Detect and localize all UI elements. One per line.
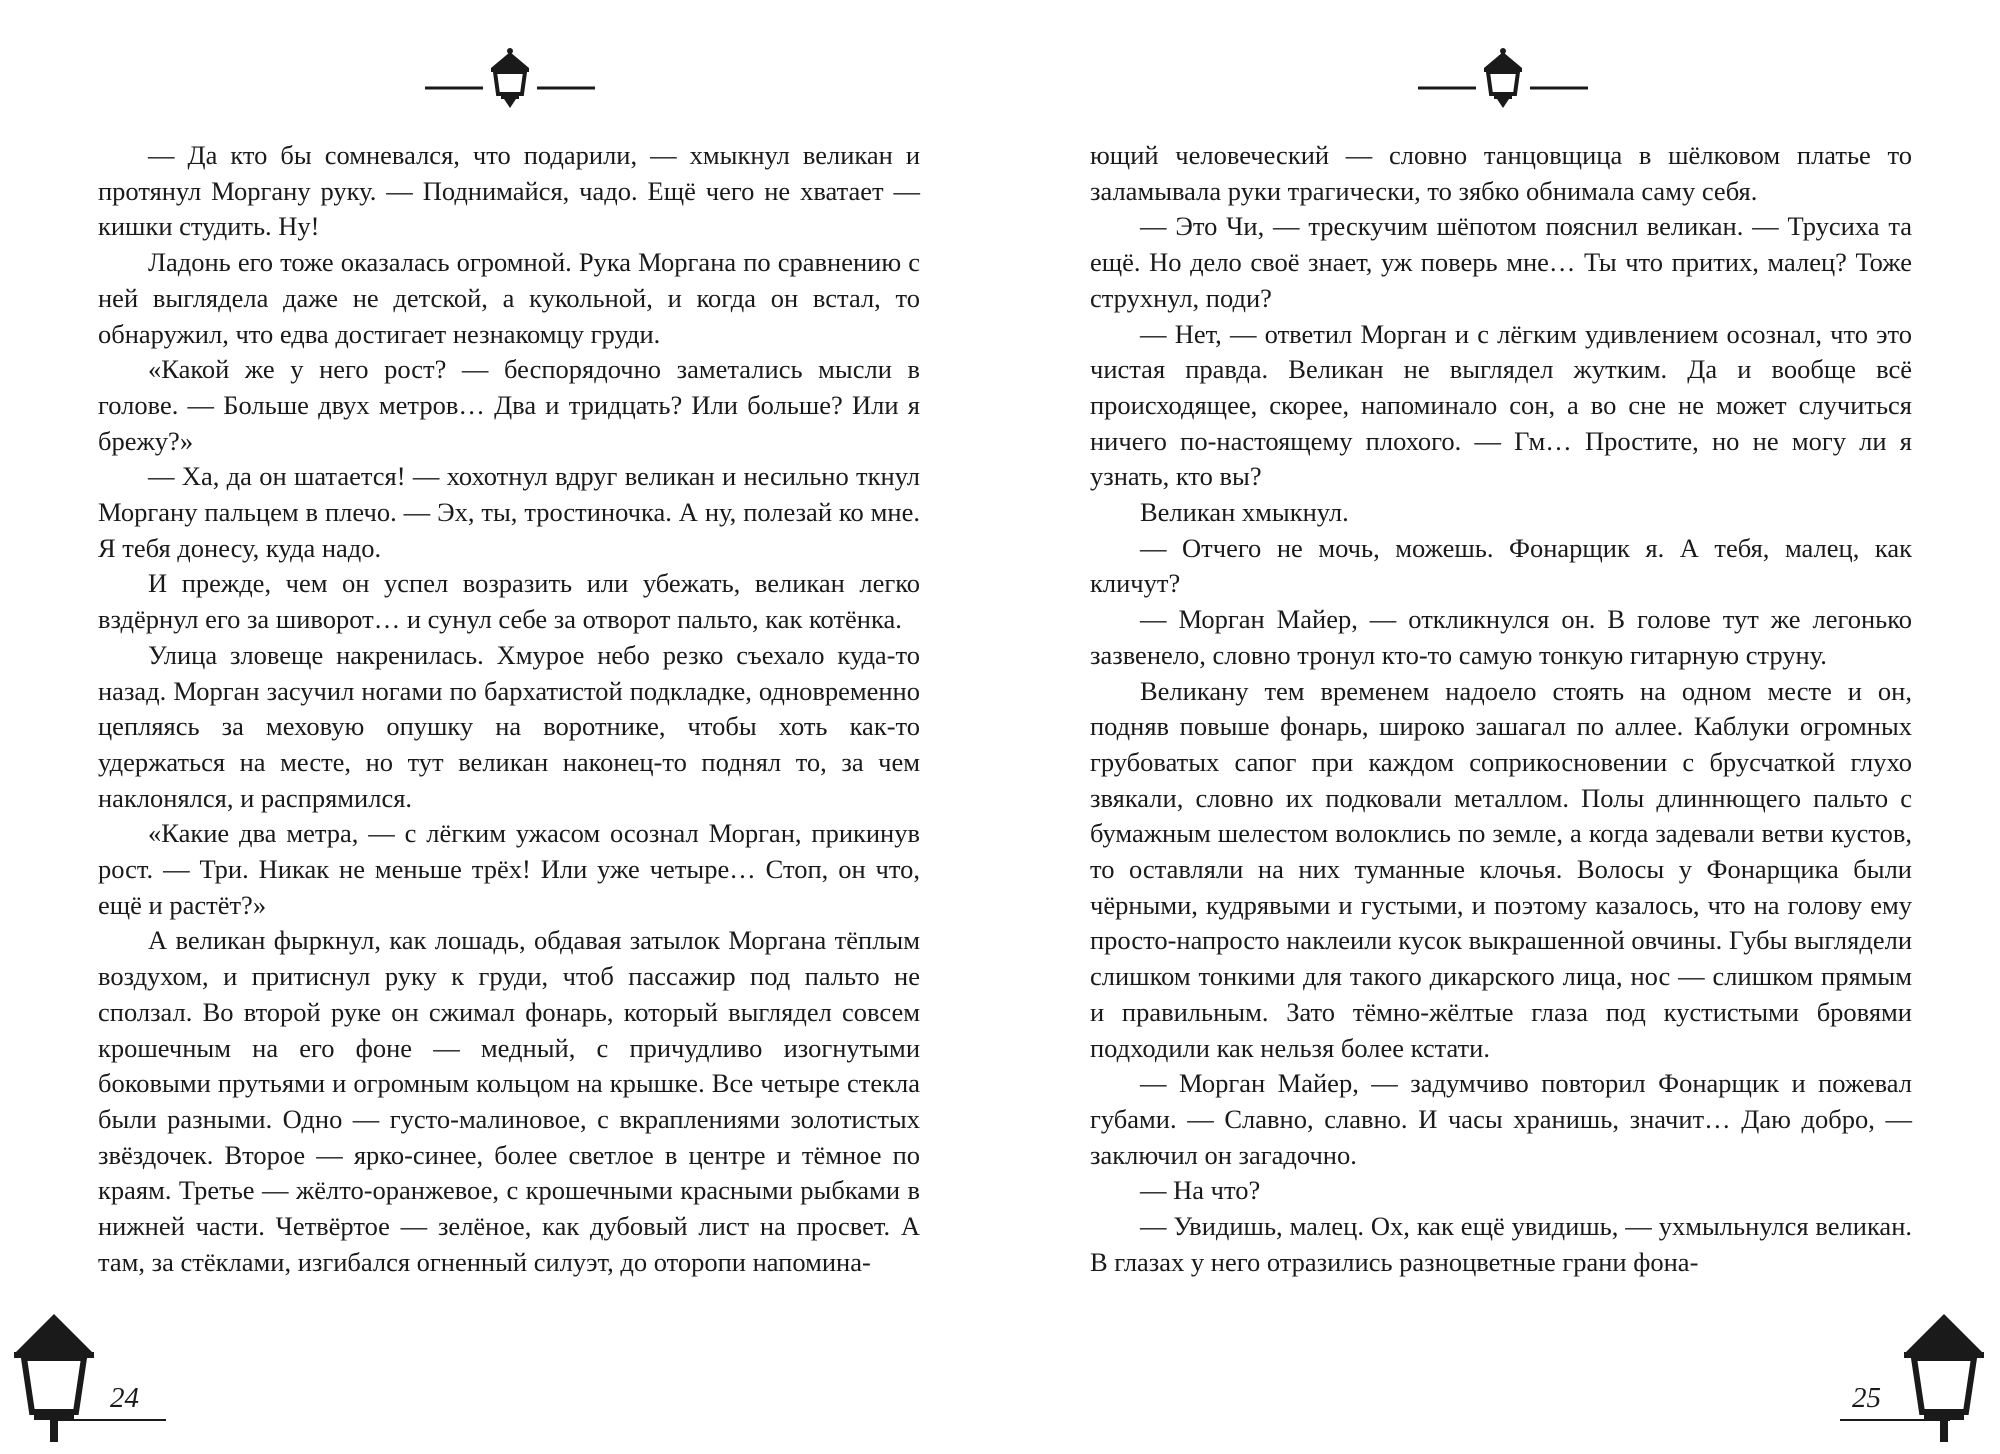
paragraph: А великан фыркнул, как лошадь, обдавая затылок Моргана тёплым воздухом, и притиснул руку к груди, чтоб пассажир под пальто не сползал. Во второй руке он сжимал фонарь, который выглядел совсем крошечным на его фоне — медный, с причудливо изогнутыми боковыми прутьями и огромным кольцом на крышке. Все четыре стекла были разными. Одно — густо-малиновое, с вкраплениями золотистых звёздочек. Второе — ярко-синее, более светлое в центре и тёмное по краям. Третье — жёлто-оранжевое, с крошечными красными рыбками в нижней части. Четвёртое — зелёное, как дубовый лист на просвет. А там, за стёклами, изгибался огненный силуэт, до оторопи напомина- xyxy=(98,925,920,1277)
right-page xyxy=(1000,0,2000,1454)
paragraph: Ладонь его тоже оказалась огромной. Рука Моргана по сравнению с ней выглядела даже не детской, а кукольной, и когда он встал, то обнаружил, что едва достигает незнакомцу груди. xyxy=(98,247,920,349)
folio-rule xyxy=(1840,1419,1950,1421)
page-number: 24 xyxy=(110,1382,139,1414)
paragraph: Великану тем временем надоело стоять на одном месте и он, подняв повыше фонарь, широко зашагал по аллее. Каблуки огромных грубоватых сапог при каждом соприкосновении с брусчаткой глухо звякали, словно их подковали металлом. Полы длиннющего пальто с бумажным шелестом волоклись по земле, а когда задевали ветви кустов, то оставляли на них туманные клочья. Волосы у Фонарщика были чёрными, кудрявыми и густыми, и поэтому казалось, что на голову ему просто-напросто наклеили кусок выкрашенной овчины. Губы выглядели слишком тонкими для такого дикарского лица, нос — слишком прямым и правильным. Зато тёмно-жёлтые глаза под кустистыми бровями подходили как нельзя более кстати. xyxy=(1090,675,1912,1063)
corner-lantern-icon xyxy=(10,1300,98,1448)
paragraph: И прежде, чем он успел возразить или убежать, великан легко вздёрнул его за шиворот… и сунул себе за отворот пальто, как котёнка. xyxy=(98,568,920,635)
left-page-text xyxy=(98,138,920,1281)
right-page-text xyxy=(1090,138,1912,1281)
corner-lantern-icon xyxy=(1900,1300,1988,1448)
paragraph: — Морган Майер, — откликнулся он. В голове тут же легонько зазвенело, словно тронул кто-то самую тонкую гитарную струну. xyxy=(1090,604,1912,670)
lantern-icon xyxy=(491,48,529,108)
folio-rule xyxy=(56,1419,166,1421)
paragraph: — Это Чи, — трескучим шёпотом пояснил великан. — Трусиха та ещё. Но дело своё знает, уж поверь мне… Ты что притих, малец? Тоже струхнул, поди? xyxy=(1090,211,1912,313)
continuation-paragraph: ющий человеческий — словно танцовщица в шёлковом платье то заламывала руки трагически, то зябко обнимала саму себя. xyxy=(1090,140,1912,206)
paragraph: — Ха, да он шатается! — хохотнул вдруг великан и несильно ткнул Моргану пальцем в плечо. — Эх, ты, тростиночка. А ну, полезай ко мне. Я тебя донесу, куда надо. xyxy=(98,461,920,563)
paragraph: — На что? xyxy=(1140,1175,1261,1206)
page-number: 25 xyxy=(1852,1382,1881,1414)
paragraph: Великан хмыкнул. xyxy=(1140,497,1349,528)
paragraph: — Да кто бы сомневался, что подарили, — хмыкнул великан и протянул Моргану руку. — Поднимайся, чадо. Ещё чего не хватает — кишки студить. Ну! xyxy=(98,140,920,242)
paragraph: — Отчего не мочь, можешь. Фонарщик я. А тебя, малец, как кличут? xyxy=(1090,532,1912,599)
paragraph: «Какие два метра, — с лёгким ужасом осознал Морган, прикинув рост. — Три. Никак не меньше трёх! Или уже четыре… Стоп, он что, ещё и растёт?» xyxy=(98,818,920,920)
paragraph: — Увидишь, малец. Ох, как ещё увидишь, — ухмыльнулся великан. В глазах у него отразились разноцветные грани фона- xyxy=(1090,1211,1912,1277)
paragraph: Улица зловеще накренилась. Хмурое небо резко съехало куда-то назад. Морган засучил ногами по бархатистой подкладке, одновременно цепляясь за меховую опушку на воротнике, чтобы хоть как-то удержаться на месте, но тут великан наконец-то поднял то, за чем наклонялся, и распрямился. xyxy=(98,639,920,813)
header-lantern-ornament xyxy=(425,46,595,108)
paragraph: — Нет, — ответил Морган и с лёгким удивлением осознал, что это чистая правда. Великан не выглядел жутким. Да и вообще всё происходящее, скорее, напоминало сон, а во сне не может случиться ничего по-настоящему плохого. — Гм… Простите, но не могу ли я узнать, кто вы? xyxy=(1090,318,1912,492)
paragraph: «Какой же у него рост? — беспорядочно заметались мысли в голове. — Больше двух метров… Два и тридцать? Или больше? Или я брежу?» xyxy=(98,354,920,456)
lantern-icon xyxy=(1484,48,1522,108)
header-lantern-ornament xyxy=(1418,46,1588,108)
paragraph: — Морган Майер, — задумчиво повторил Фонарщик и пожевал губами. — Славно, славно. И часы хранишь, значит… Даю добро, — заключил он загадочно. xyxy=(1090,1068,1912,1170)
